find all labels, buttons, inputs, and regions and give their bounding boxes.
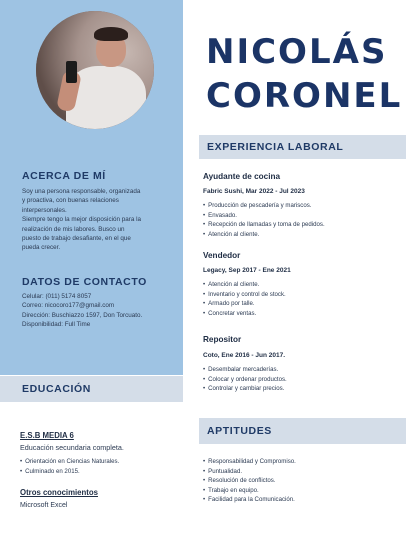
contact-availability: Disponibilidad: Full Time: [22, 321, 91, 329]
job-duties: [203, 201, 325, 239]
experience-heading: EXPERIENCIA LABORAL: [207, 141, 344, 153]
list-item: • Atención al cliente.: [203, 280, 286, 290]
list-item: • Orientación en Ciencias Naturales.: [20, 457, 119, 467]
list-item: • Facilidad para la Comunicación.: [203, 495, 296, 505]
list-item: • Culminado en 2015.: [20, 467, 119, 477]
education-header: [0, 376, 183, 402]
list-item: • Recepción de llamadas y toma de pedidos.: [203, 220, 325, 230]
job-subtitle: Legacy, Sep 2017 - Ene 2021: [203, 267, 291, 274]
job-duties: [203, 280, 286, 318]
school-name: E.S.B MEDIA 6: [20, 431, 74, 440]
contact-email: Correo: nicocoro177@gmail.com: [22, 302, 115, 310]
list-item: • Envasado.: [203, 211, 325, 221]
list-item: • Armado por talle.: [203, 299, 286, 309]
list-item: • Controlar y cambiar precios.: [203, 384, 287, 394]
education-heading: EDUCACIÓN: [22, 383, 91, 395]
list-item: • Responsabilidad y Compromiso.: [203, 457, 296, 467]
about-line: Siempre tengo la mejor disposición para la: [22, 216, 142, 224]
skills-list: [203, 457, 296, 505]
experience-header: [199, 135, 406, 159]
about-line: puesto de trabajo desafiante, en el que: [22, 235, 131, 243]
list-item: • Atención al cliente.: [203, 230, 325, 240]
about-heading: ACERCA DE MÍ: [22, 170, 106, 182]
education-level: Educación secundaria completa.: [20, 443, 124, 452]
about-line: realización de mis labores. Busco un: [22, 225, 125, 233]
list-item: • Concretar ventas.: [203, 309, 286, 319]
contact-address: Dirección: Buschiazzo 1597, Don Torcuato.: [22, 311, 143, 319]
contact-heading: DATOS DE CONTACTO: [22, 276, 147, 288]
job-duties: [203, 365, 287, 394]
skills-heading: APTITUDES: [207, 425, 272, 437]
education-details: [20, 457, 119, 476]
job-title: Repositor: [203, 335, 242, 344]
skills-header: [199, 418, 406, 444]
last-name: CORONEL: [206, 76, 403, 116]
list-item: • Trabajo en equipo.: [203, 486, 296, 496]
job-title: Ayudante de cocina: [203, 172, 281, 181]
contact-phone: Celular: (011) 5174 8057: [22, 293, 92, 300]
list-item: • Producción de pescadería y mariscos.: [203, 201, 325, 211]
list-item: • Resolución de conflictos.: [203, 476, 296, 486]
job-subtitle: Fabric Sushi, Mar 2022 - Jul 2023: [203, 188, 305, 195]
about-line: interpersonales.: [22, 206, 67, 214]
job-subtitle: Coto, Ene 2016 - Jun 2017.: [203, 352, 286, 359]
other-knowledge-heading: Otros conocimientos: [20, 488, 98, 497]
about-line: Soy una persona responsable, organizada: [22, 188, 141, 195]
first-name: NICOLÁS: [206, 32, 388, 72]
profile-photo: [36, 11, 154, 129]
job-title: Vendedor: [203, 251, 241, 260]
list-item: • Desembalar mercaderías.: [203, 365, 287, 375]
list-item: • Puntualidad.: [203, 467, 296, 477]
contact-info: [22, 292, 182, 330]
about-line: y proactiva, con buenas relaciones: [22, 197, 119, 205]
about-line: pueda crecer.: [22, 244, 61, 252]
other-knowledge: Microsoft Excel: [20, 502, 68, 509]
about-text: [22, 187, 182, 253]
list-item: • Inventario y control de stock.: [203, 290, 286, 300]
list-item: • Colocar y ordenar productos.: [203, 375, 287, 385]
